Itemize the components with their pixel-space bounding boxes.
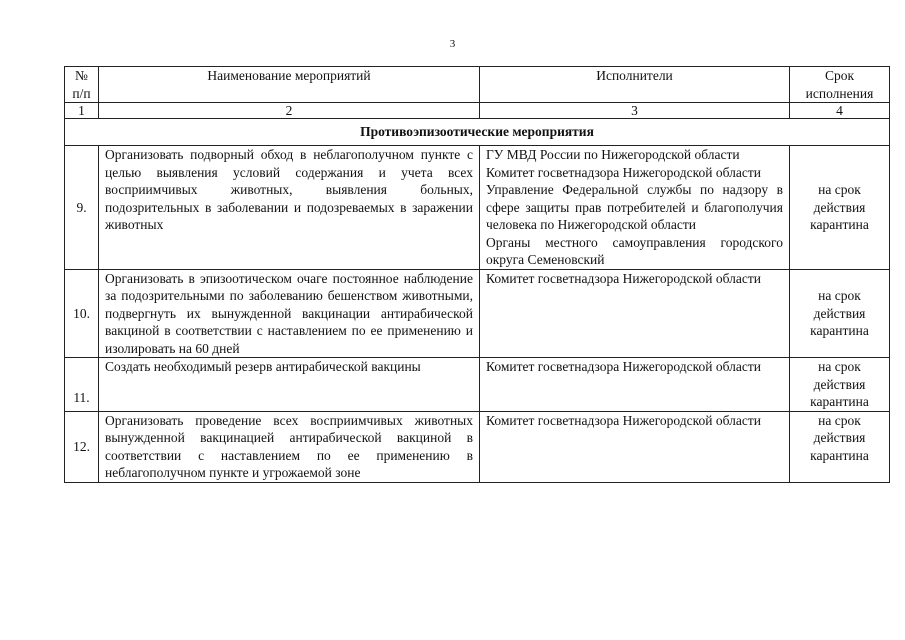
table-row bbox=[65, 358, 890, 412]
executors-cell bbox=[480, 269, 790, 358]
header-col-exec: Исполнители bbox=[480, 67, 790, 103]
measure-name: Организовать подворный обход в неблагополучном пункте с целью выявления условий содержания и учета всех восприимчивых животных, выявления больных, подозрительных в заболевании и подозреваемых в заражении животных bbox=[99, 146, 480, 270]
measure-name: Создать необходимый резерв антирабической вакцины bbox=[99, 358, 480, 412]
executors-cell bbox=[480, 358, 790, 412]
header-col-name: Наименование мероприятий bbox=[99, 67, 480, 103]
table-row bbox=[65, 411, 890, 482]
executor: Органы местного самоуправления городского округа Семеновский bbox=[486, 234, 783, 267]
term-cell: на срок действия карантина bbox=[790, 146, 890, 270]
column-number: 2 bbox=[99, 103, 480, 119]
row-number: 11. bbox=[65, 358, 99, 412]
executor: Комитет госветнадзора Нижегородской области bbox=[486, 270, 761, 286]
term-cell: на срок действия карантина bbox=[790, 269, 890, 358]
executor: Управление Федеральной службы по надзору в сфере защиты прав потребителей и благополучия человека по Нижегородской области bbox=[486, 182, 783, 232]
executor: ГУ МВД России по Нижегородской области bbox=[486, 147, 740, 162]
table-row bbox=[65, 269, 890, 358]
executor: Комитет госветнадзора Нижегородской области bbox=[486, 164, 761, 180]
section-title: Противоэпизоотические мероприятия bbox=[65, 119, 890, 146]
column-number-row bbox=[65, 103, 890, 119]
measure-name: Организовать проведение всех восприимчивых животных вынужденной вакцинацией антирабической вакциной в соответствии с наставлением по ее применению в неблагополучном пункте и угрожаемой зоне bbox=[99, 411, 480, 482]
table-row bbox=[65, 146, 890, 270]
row-number: 9. bbox=[65, 146, 99, 270]
measure-name: Организовать в эпизоотическом очаге постоянное наблюдение за подозрительными по заболеванию бешенством животными, подвергнуть их вынужденной вакцинации антирабической вакциной в соответствии с наставлением по ее применению и изолировать на 60 дней bbox=[99, 269, 480, 358]
executor: Комитет госветнадзора Нижегородской области bbox=[486, 359, 761, 374]
term-cell: на срок действия карантина bbox=[790, 411, 890, 482]
executors-cell bbox=[480, 411, 790, 482]
row-number: 12. bbox=[65, 411, 99, 482]
executors-cell bbox=[480, 146, 790, 270]
measures-table bbox=[64, 66, 890, 483]
header-col-term: Срок исполнения bbox=[790, 67, 890, 103]
executor: Комитет госветнадзора Нижегородской области bbox=[486, 412, 761, 428]
column-number: 4 bbox=[790, 103, 890, 119]
column-number: 1 bbox=[65, 103, 99, 119]
row-number: 10. bbox=[65, 269, 99, 358]
header-col-num: № п/п bbox=[65, 67, 99, 103]
term-cell: на срок действия карантина bbox=[790, 358, 890, 412]
page-number: 3 bbox=[449, 38, 456, 50]
table-header-row bbox=[65, 67, 890, 103]
section-row bbox=[65, 119, 890, 146]
column-number: 3 bbox=[480, 103, 790, 119]
